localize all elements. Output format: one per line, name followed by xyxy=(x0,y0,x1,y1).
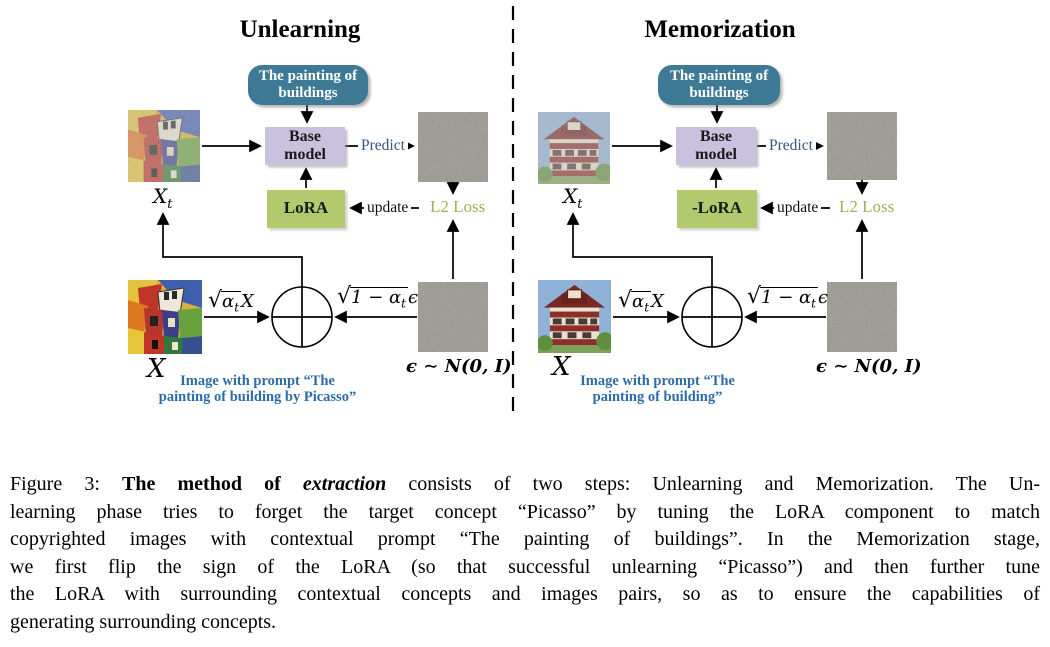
xt-label-memorization: $X_t$ xyxy=(563,184,583,212)
caption-line-4: we first flip the sign of the LoRA (so that successful unlearning “Picasso”) and then further tune xyxy=(10,555,1040,578)
base-model-box-memorization: Base model xyxy=(676,127,756,165)
clean-house-image-x xyxy=(538,280,611,353)
caption-line-5: the LoRA with surrounding contextual concepts and images pairs, so as to ensure the capabilities of xyxy=(10,583,1040,605)
prompt-text-line2: buildings xyxy=(689,85,749,101)
unlearning-panel-title: Unlearning xyxy=(239,16,361,43)
predicted-noise-image-memorization xyxy=(827,112,897,180)
prompt-text-line1: The painting of xyxy=(258,68,358,84)
image-prompt-caption-unlearning: Image with prompt “The painting of building by Picasso” xyxy=(158,373,357,405)
clean-picasso-image-x xyxy=(128,280,202,354)
x-label-memorization: X xyxy=(552,352,571,382)
l2-loss-label-unlearning: L2 Loss xyxy=(430,197,486,216)
sqrt-one-minus-alpha-eps-label-memorization: $√1 - \alpha_t$ ϵ xyxy=(747,284,829,311)
caption-line-1: Figure 3: The method of extraction consists of two steps: Unlearning and Memorization. The Un- xyxy=(10,473,1040,495)
noisy-house-image-xt xyxy=(538,112,610,184)
prompt-box-unlearning xyxy=(248,65,368,105)
update-label-unlearning: update xyxy=(364,199,411,217)
sqrt-alpha-x-label-memorization: $√\alpha_t$ X xyxy=(618,288,664,315)
prompt-text-line2: buildings xyxy=(278,85,338,101)
x-label-unlearning: X xyxy=(147,354,166,384)
lora-box-unlearning: LoRA xyxy=(267,190,345,228)
update-label-memorization: update xyxy=(774,199,821,217)
caption-line-6: generating surrounding concepts. xyxy=(10,610,277,633)
prompt-text-line1: The painting of xyxy=(669,68,769,84)
caption-line-2: learning phase tries to forget the target concept “Picasso” by tuning the LoRA component to match xyxy=(10,500,1040,523)
predict-label-memorization: Predict xyxy=(766,137,816,155)
sampled-noise-image-unlearning xyxy=(418,282,488,352)
predict-label-unlearning: Predict xyxy=(358,137,408,155)
figure-caption xyxy=(10,471,1040,636)
neg-lora-box-memorization: -LoRA xyxy=(677,190,757,228)
xt-label-unlearning: $X_t$ xyxy=(153,184,173,212)
l2-loss-label-memorization: L2 Loss xyxy=(839,197,895,216)
image-prompt-caption-memorization: Image with prompt “The painting of building” xyxy=(580,373,735,405)
epsilon-distribution-label-memorization: ϵ ∼ N(0, I) xyxy=(816,356,922,377)
prompt-box-memorization xyxy=(658,65,780,105)
sqrt-one-minus-alpha-eps-label-unlearning: $√1 - \alpha_t$ ϵ xyxy=(337,284,419,311)
epsilon-distribution-label-unlearning: ϵ ∼ N(0, I) xyxy=(406,356,512,377)
predicted-noise-image-unlearning xyxy=(418,112,488,182)
sqrt-alpha-x-label-unlearning: $√\alpha_t$ X xyxy=(208,288,254,315)
memorization-panel-title: Memorization xyxy=(644,16,796,43)
caption-line-3: copyrighted images with contextual prompt “The painting of buildings”. In the Memorization stage, xyxy=(10,528,1040,550)
base-model-box-unlearning: Base model xyxy=(265,127,345,165)
sampled-noise-image-memorization xyxy=(827,282,897,352)
noisy-picasso-image-xt xyxy=(128,110,200,182)
